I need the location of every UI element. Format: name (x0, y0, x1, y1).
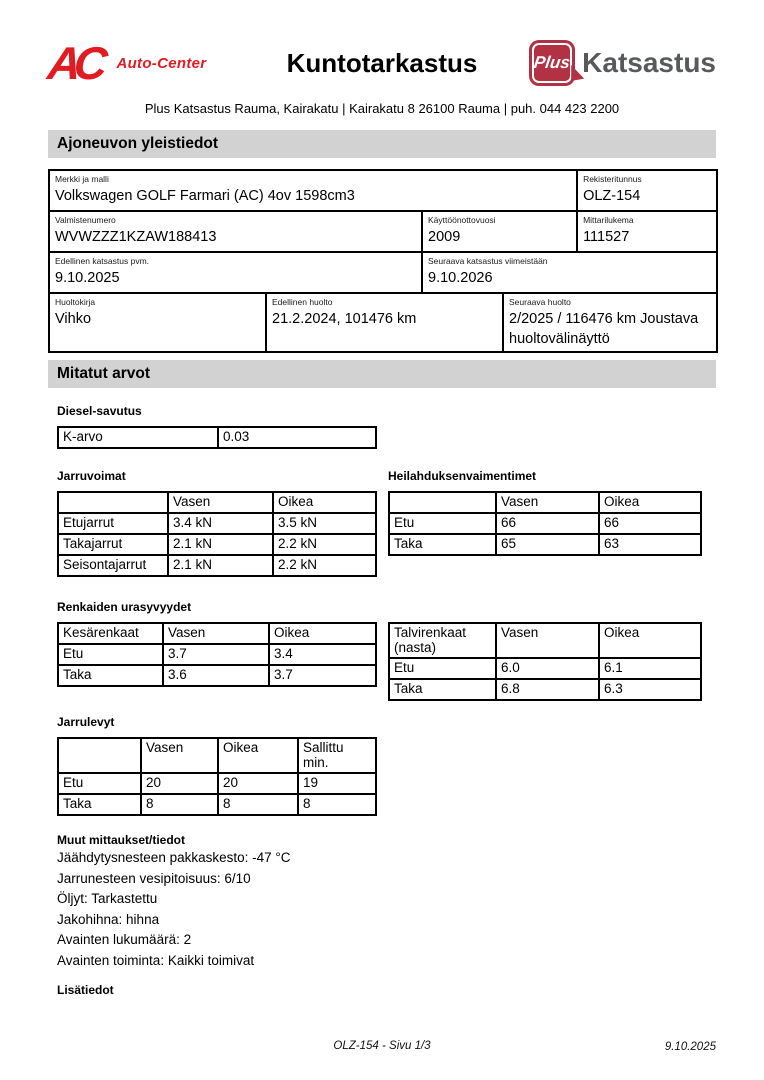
table-row (58, 534, 376, 555)
table-row (58, 665, 376, 686)
table-cell: Etu (58, 644, 163, 665)
info-cell-seuraava-huolto (503, 293, 717, 352)
field-label: Valmistenumero (55, 215, 116, 225)
table-cell: 6.8 (496, 679, 599, 700)
table-row (389, 492, 701, 513)
jarrulevyt-table (57, 737, 377, 816)
table-cell: 63 (599, 534, 701, 555)
field-value: 9.10.2025 (55, 270, 120, 286)
info-cell-seuraava-katsastus (422, 252, 717, 293)
field-value: 9.10.2026 (428, 270, 493, 286)
table-header: Oikea (599, 492, 701, 513)
table-header: Vasen (168, 492, 273, 513)
note-line: Avainten lukumäärä: 2 (57, 932, 192, 948)
heilahdus-title: Heilahduksenvaimentimet (388, 469, 537, 484)
table-header: Sallittu min. (298, 738, 376, 773)
auto-center-logo (45, 37, 260, 89)
table-cell: Taka (389, 679, 496, 700)
table-cell: 65 (496, 534, 599, 555)
field-value: 2009 (428, 229, 461, 245)
table-cell: Etu (389, 658, 496, 679)
table-header: Talvirenkaat (nasta) (389, 623, 496, 658)
note-line: Öljyt: Tarkastettu (57, 891, 158, 907)
field-label: Seuraava katsastus viimeistään (428, 256, 548, 266)
table-header: Kesärenkaat (58, 623, 163, 644)
field-value: OLZ-154 (583, 188, 641, 204)
field-value: 21.2.2024, 101476 km (272, 311, 417, 327)
table-header: Vasen (496, 623, 599, 658)
table-row (389, 513, 701, 534)
table-cell: 3.4 (269, 644, 376, 665)
renkaat-title: Renkaiden urasyvyydet (57, 600, 192, 615)
table-cell: 8 (218, 794, 298, 815)
table-cell: 66 (496, 513, 599, 534)
katsastus-logo-text: Katsastus (582, 47, 716, 78)
field-label: Käyttöönottovuosi (428, 215, 496, 225)
table-cell: Etujarrut (58, 513, 168, 534)
field-label: Edellinen huolto (272, 297, 333, 307)
plus-badge-label: Plus (532, 53, 572, 72)
table-header (58, 738, 141, 773)
info-cell-kayttoonotto (422, 211, 577, 252)
field-label: Rekisteritunnus (583, 174, 642, 184)
page-footer (0, 1040, 764, 1052)
info-cell-valmiste (49, 211, 422, 252)
table-row (58, 427, 376, 448)
table-row (49, 211, 717, 252)
table-cell: 20 (218, 773, 298, 794)
table-row (49, 252, 717, 293)
jarruvoimat-title: Jarruvoimat (57, 469, 126, 484)
table-row (49, 170, 717, 211)
table-header (389, 492, 496, 513)
table-cell: 3.7 (163, 644, 269, 665)
table-row (389, 534, 701, 555)
field-label: Merkki ja malli (55, 174, 109, 184)
table-cell: 3.6 (163, 665, 269, 686)
plus-badge-inner (532, 43, 572, 83)
table-cell: Taka (58, 794, 141, 815)
table-cell: 6.1 (599, 658, 701, 679)
report-header (45, 34, 716, 92)
talvirenkaat-table (388, 622, 702, 701)
field-value: 111527 (583, 229, 630, 245)
field-value: Volkswagen GOLF Farmari (AC) 4ov 1598cm3 (55, 188, 355, 204)
table-header: Vasen (141, 738, 218, 773)
plus-badge-icon (529, 40, 575, 86)
table-cell: 0.03 (218, 427, 376, 448)
table-cell: Taka (389, 534, 496, 555)
station-address: Plus Katsastus Rauma, Kairakatu | Kairakatu 8 26100 Rauma | puh. 044 423 2200 (144, 101, 620, 116)
auto-center-logo-text: Auto-Center (116, 54, 207, 72)
heilahdus-table (388, 491, 702, 556)
diesel-title: Diesel-savutus (57, 404, 142, 419)
table-cell: 3.7 (269, 665, 376, 686)
field-value: 2/2025 / 116476 km Joustava huoltovälinäyttö (509, 311, 699, 347)
table-cell: 2.2 kN (273, 555, 376, 576)
info-cell-huoltokirja (49, 293, 266, 352)
info-cell-mittari (577, 211, 717, 252)
kesarenkaat-table (57, 622, 377, 687)
table-row (58, 513, 376, 534)
table-cell: 66 (599, 513, 701, 534)
info-cell-edellinen-katsastus (49, 252, 422, 293)
table-cell: Takajarrut (58, 534, 168, 555)
table-cell: Taka (58, 665, 163, 686)
info-cell-rekisteri (577, 170, 717, 211)
note-line: Jakohihna: hihna (57, 911, 160, 927)
table-cell: 2.2 kN (273, 534, 376, 555)
table-cell: Etu (389, 513, 496, 534)
table-cell: 6.0 (496, 658, 599, 679)
table-cell: Etu (58, 773, 141, 794)
field-value: WVWZZZ1KZAW188413 (55, 229, 217, 245)
table-row (58, 773, 376, 794)
table-cell: 6.3 (599, 679, 701, 700)
info-cell-edellinen-huolto (266, 293, 503, 352)
table-cell: 2.1 kN (168, 534, 273, 555)
table-cell: 19 (298, 773, 376, 794)
section-header-measured: Mitatut arvot (48, 360, 716, 388)
table-row (389, 679, 701, 700)
table-row (58, 794, 376, 815)
jarruvoimat-table (57, 491, 377, 577)
table-cell: 8 (298, 794, 376, 815)
table-row (389, 658, 701, 679)
table-header (58, 492, 168, 513)
table-header: Oikea (269, 623, 376, 644)
note-line: Jäähdytysnesteen pakkaskesto: -47 °C (57, 850, 291, 866)
table-header: Oikea (218, 738, 298, 773)
table-header: Vasen (163, 623, 269, 644)
table-row (58, 644, 376, 665)
table-row (58, 555, 376, 576)
table-header: Oikea (273, 492, 376, 513)
table-row (58, 738, 376, 773)
section-header-general: Ajoneuvon yleistiedot (48, 130, 716, 158)
plus-katsastus-logo (504, 40, 716, 86)
table-row (58, 492, 376, 513)
table-cell: K-arvo (58, 427, 218, 448)
table-cell: 3.5 kN (273, 513, 376, 534)
note-line: Avainten toiminta: Kaikki toimivat (57, 952, 255, 968)
table-cell: 2.1 kN (168, 555, 273, 576)
table-cell: 3.4 kN (168, 513, 273, 534)
footer-date: 9.10.2025 (664, 1041, 716, 1053)
page-title: Kuntotarkastus (286, 47, 478, 78)
notes-title: Muut mittaukset/tiedot (57, 833, 185, 848)
table-row (389, 623, 701, 658)
field-label: Seuraava huolto (509, 297, 571, 307)
field-label: Huoltokirja (55, 297, 96, 307)
table-cell: 8 (141, 794, 218, 815)
table-header: Oikea (599, 623, 701, 658)
table-row (49, 293, 717, 352)
table-cell: Seisontajarrut (58, 555, 168, 576)
field-label: Edellinen katsastus pvm. (55, 256, 150, 266)
jarrulevyt-title: Jarrulevyt (57, 715, 115, 730)
note-line: Jarrunesteen vesipitoisuus: 6/10 (57, 870, 251, 886)
lisatiedot-title: Lisätiedot (57, 983, 114, 998)
table-row (58, 623, 376, 644)
table-cell: 20 (141, 773, 218, 794)
field-value: Vihko (55, 311, 92, 327)
info-cell-merkki (49, 170, 577, 211)
field-label: Mittarilukema (583, 215, 634, 225)
diesel-table (57, 426, 377, 449)
footer-page-number: OLZ-154 - Sivu 1/3 (333, 1040, 431, 1052)
table-header: Vasen (496, 492, 599, 513)
vehicle-info-table (48, 169, 718, 353)
auto-center-monogram-icon: AC (45, 37, 104, 89)
